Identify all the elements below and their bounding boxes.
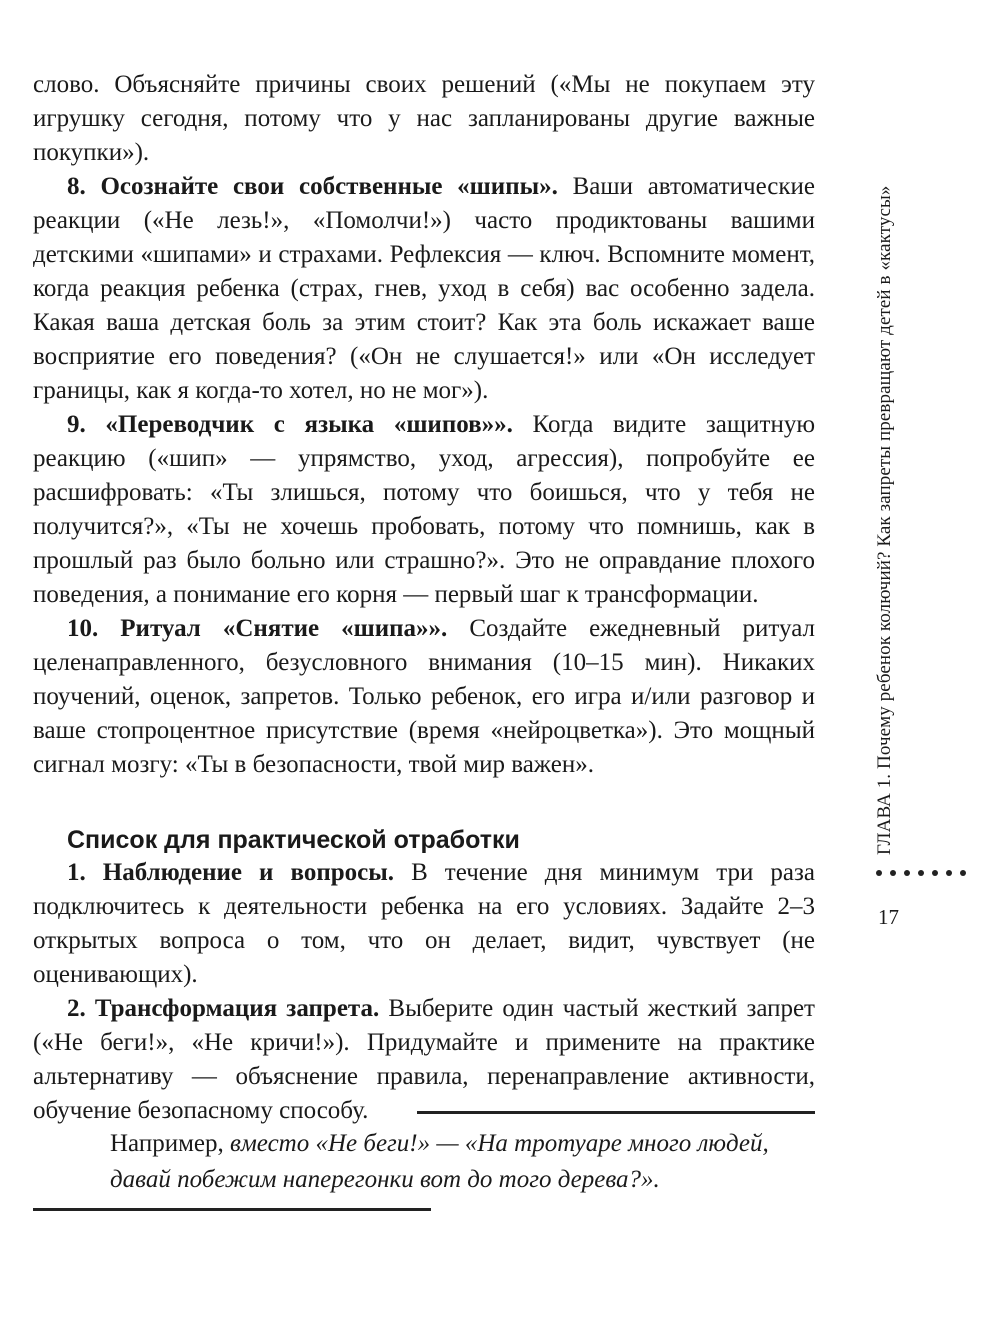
- main-text-column: [33, 68, 815, 1128]
- item-8-title: 8. Осознайте свои собственные «шипы».: [67, 173, 558, 200]
- item-8-paragraph: [33, 170, 815, 408]
- practice-item-2-paragraph: [33, 992, 815, 1128]
- dot-icon: [876, 870, 882, 876]
- practice-item-1-paragraph: [33, 856, 815, 992]
- practice-item-2-title: 2. Трансформация запрета.: [67, 995, 380, 1022]
- practice-item-1-text: В течение дня минимум три раза подключитесь к деятельности ребенка на его условиях. Задайте 2–3 открытых вопроса о том, что он делает, видит, чувствует (не оценивающих).: [33, 859, 816, 988]
- item-9-paragraph: [33, 408, 815, 612]
- practice-item-1-title: 1. Наблюдение и вопросы.: [67, 859, 395, 886]
- item-8-text: Ваши автоматические реакции («Не лезь!», «Помолчи!») часто продиктованы вашими детскими «шипами» и страхами. Рефлексия — ключ. Вспомните момент, когда реакция ребенка (страх, гнев, уход в себя) вас особенно задела. Какая ваша детская боль за этим стоит? Как эта боль искажает ваше восприятие его поведения? («Он не слушается!» или «Он исследует границы, как я когда-то хотел, но не мог»).: [33, 173, 816, 404]
- dot-icon: [946, 870, 952, 876]
- dot-icon: [918, 870, 924, 876]
- example-lead: Например,: [110, 1130, 224, 1157]
- practice-list-heading: Список для практической отработки: [67, 826, 520, 854]
- example-italic-text: вместо «Не беги!» — «На тротуаре много людей, давай побежим наперегонки вот до того дерева?».: [110, 1130, 769, 1193]
- dot-ornament: [876, 870, 966, 876]
- example-box: [110, 1126, 815, 1198]
- example-top-rule: [417, 1111, 815, 1114]
- intro-paragraph: слово. Объясняйте причины своих решений («Мы не покупаем эту игрушку сегодня, потому что у нас запланированы другие важные покупки»).: [33, 71, 815, 166]
- item-10-text: Создайте ежедневный ритуал целенаправленного, безусловного внимания (10–15 мин). Никаких поучений, оценок, запретов. Только ребенок, его игра и/или разговор и ваше стопроцентное присутствие (время «нейроцветка»). Это мощный сигнал мозгу: «Ты в безопасности, твой мир важен».: [33, 615, 815, 778]
- example-bottom-rule: [33, 1208, 431, 1211]
- dot-icon: [960, 870, 966, 876]
- dot-icon: [904, 870, 910, 876]
- item-9-title: 9. «Переводчик с языка «шипов»».: [67, 411, 513, 438]
- dot-icon: [890, 870, 896, 876]
- practice-item-2-text: Выберите один частый жесткий запрет («Не беги!», «Не кричи!»). Придумайте и примените на практике альтернативу — объяснение правила, перенаправление активности, обучение безопасному способу.: [33, 995, 815, 1124]
- page-number: 17: [878, 905, 899, 929]
- item-9-text: Когда видите защитную реакцию («шип» — упрямство, уход, агрессия), попробуйте ее расшифровать: «Ты злишься, потому что боишься, что у тебя не получится?», «Ты не хочешь пробовать, потому что помнишь, как в прошлый раз было больно или страшно?». Это не оправдание плохого поведения, а понимание его корня — первый шаг к трансформации.: [33, 411, 816, 608]
- item-10-paragraph: [33, 612, 815, 782]
- item-10-title: 10. Ритуал «Снятие «шипа»».: [67, 615, 448, 642]
- running-head: ГЛАВА 1. Почему ребенок колючий? Как запреты превращают детей в «кактусы»: [874, 185, 895, 855]
- dot-icon: [932, 870, 938, 876]
